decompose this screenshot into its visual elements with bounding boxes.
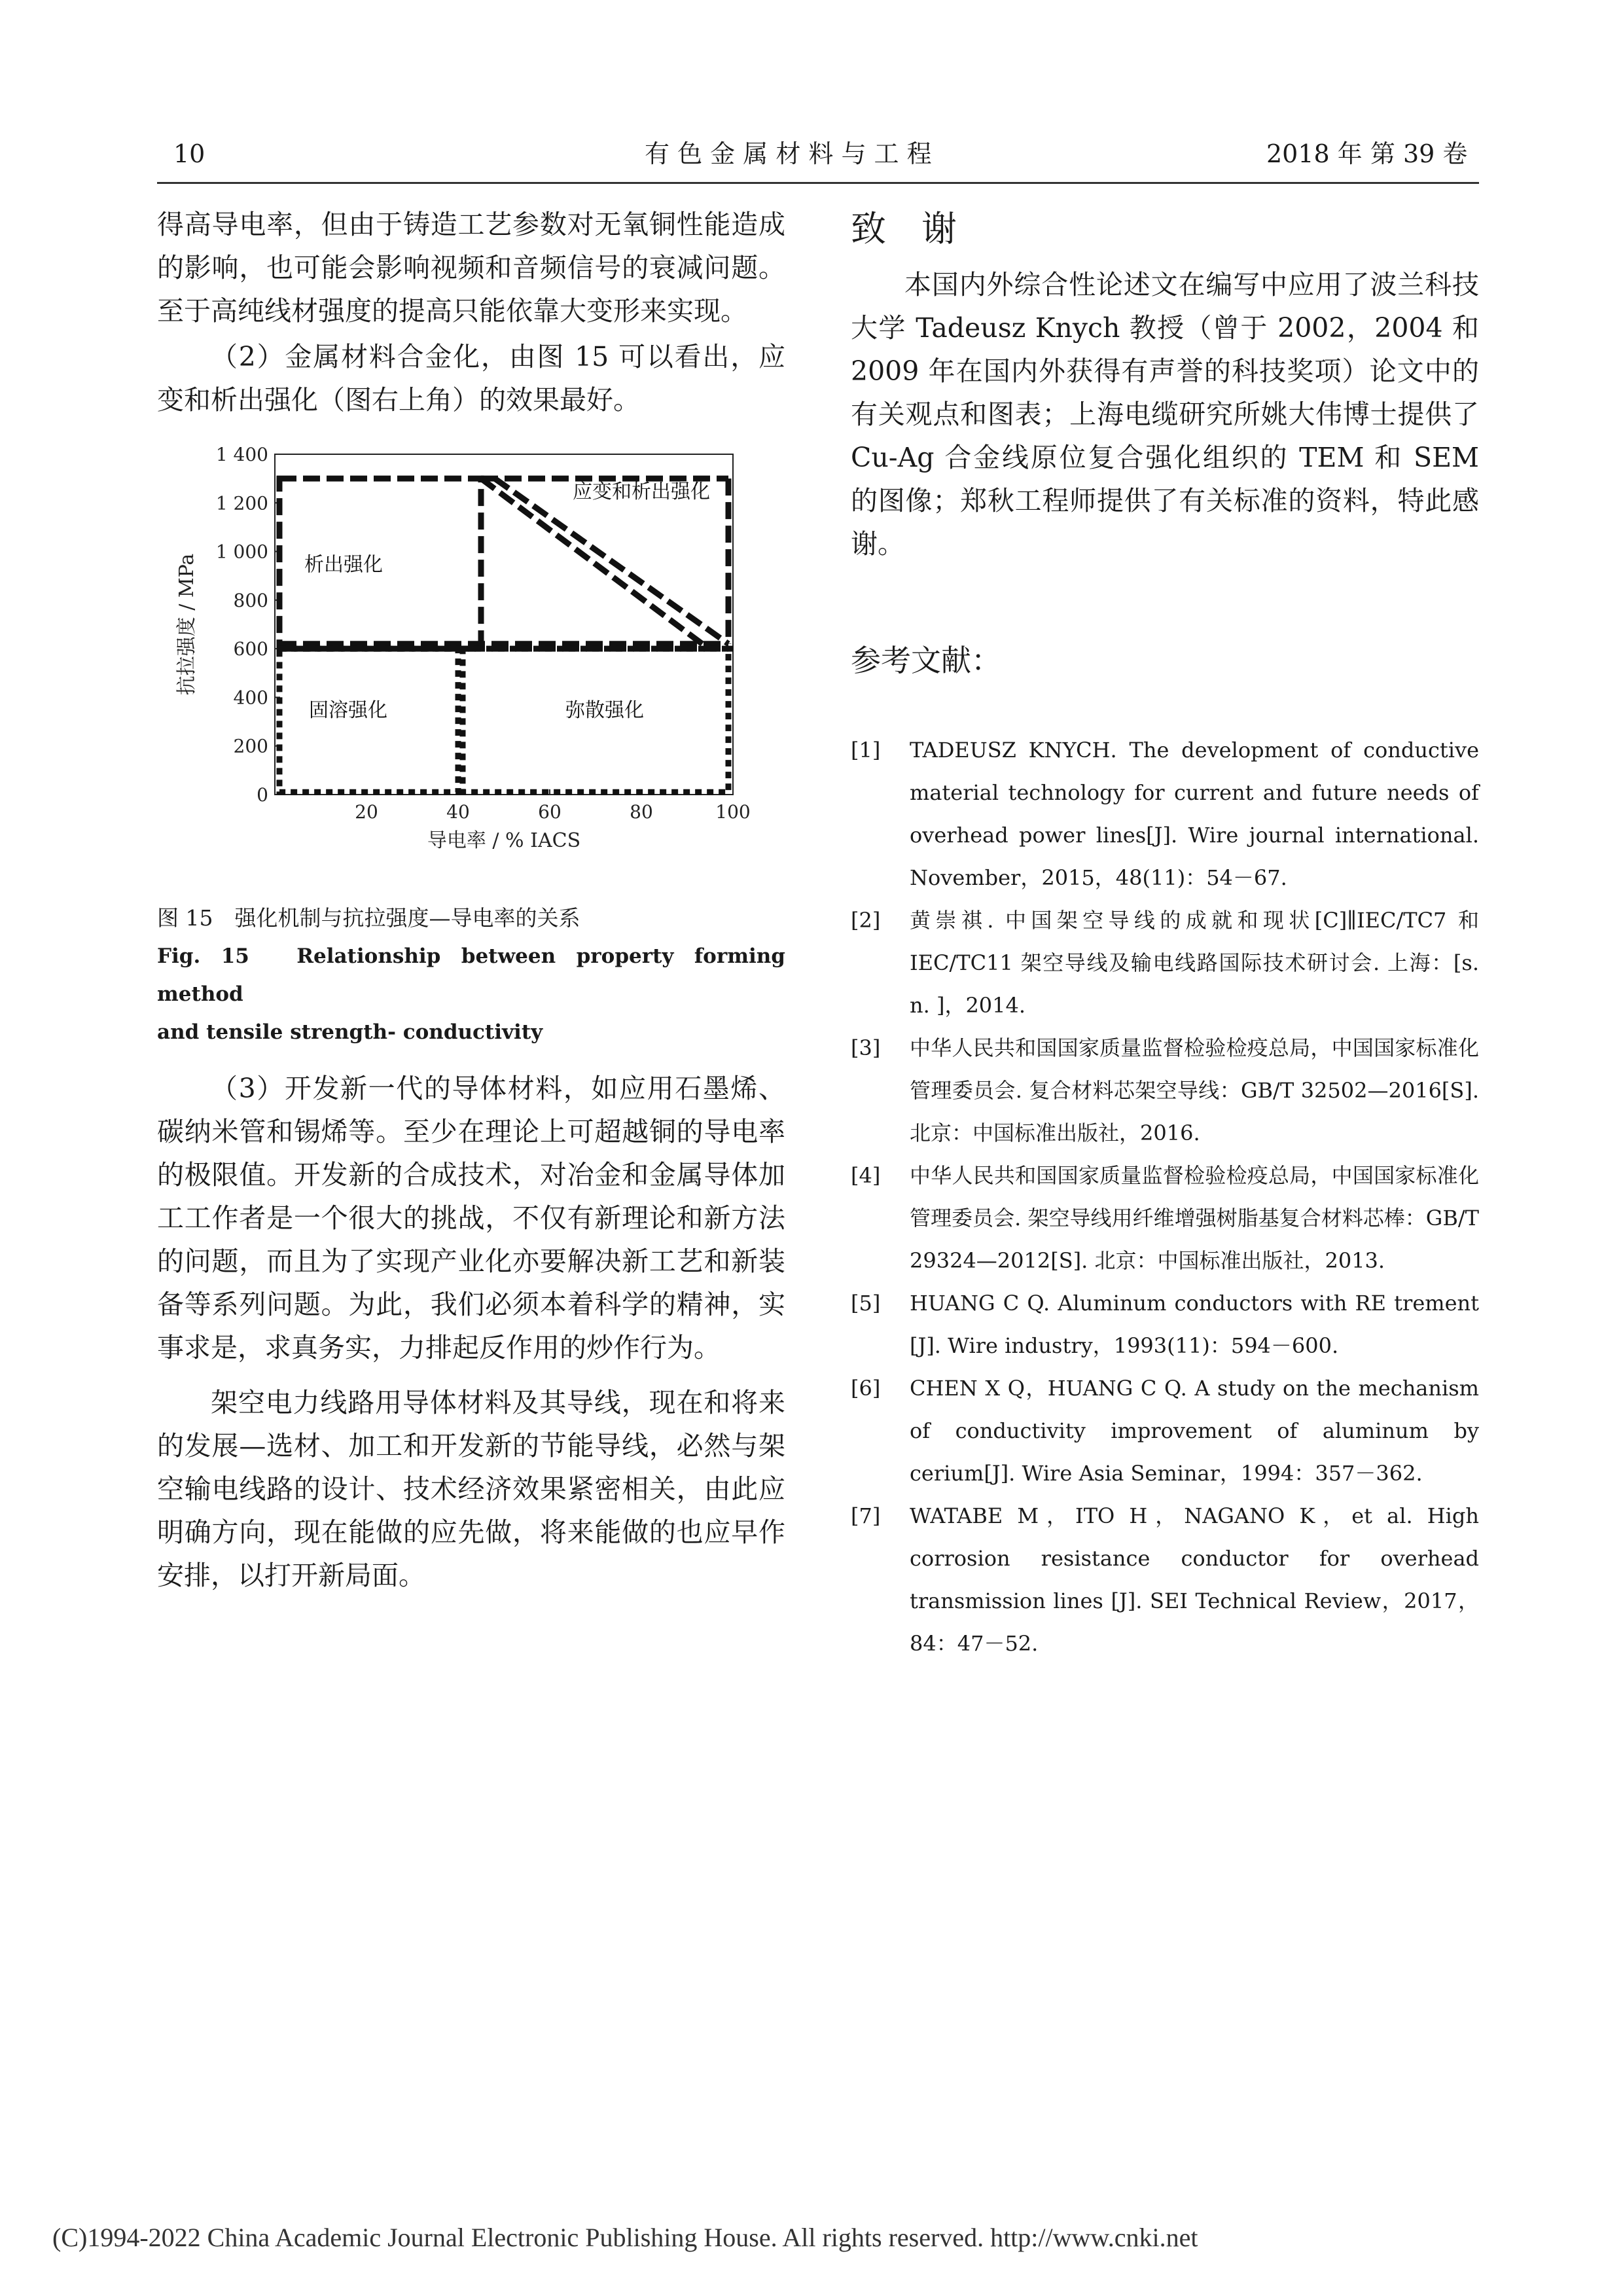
x-tick-label: 60 bbox=[538, 801, 562, 823]
strain-band-upper bbox=[495, 478, 728, 644]
references-title: 参考文献： bbox=[851, 643, 1001, 678]
reference-text: WATABE M，ITO H，NAGANO K，et al. High corrosion resistance conductor for overhead transmission lines [J]. SEI Technical Review，2017，84：47－52. bbox=[910, 1503, 1479, 1656]
page-number: 10 bbox=[173, 139, 205, 168]
reference-number: [2] bbox=[851, 908, 881, 933]
reference-number: [3] bbox=[851, 1035, 881, 1060]
paragraph-4: 架空电力线路用导体材料及其导线，现在和将来的发展—选材、加工和开发新的节能导线，必然与架空输电线路的设计、技术经济效果紧密相关，由此应明确方向，现在能做的应先做，将来能做的也应早作安排，以打开新局面。 bbox=[157, 1387, 785, 1591]
region-label: 固溶强化 bbox=[309, 699, 387, 723]
y-tick-label: 1 200 bbox=[215, 492, 268, 514]
y-tick-label: 800 bbox=[233, 589, 268, 611]
acknowledgement-title: 致 谢 bbox=[851, 208, 957, 249]
left-column bbox=[157, 203, 785, 1597]
x-tick-label: 80 bbox=[630, 801, 653, 823]
y-tick-label: 1 000 bbox=[215, 541, 268, 563]
figure-caption-cn: 图 15 强化机制与抗拉强度—导电率的关系 bbox=[157, 905, 580, 931]
paragraph-2: （2）金属材料合金化，由图 15 可以看出，应变和析出强化（图右上角）的效果最好。 bbox=[157, 341, 785, 416]
reference-text: TADEUSZ KNYCH. The development of conductive material technology for current and future needs of overhead power lines[J]. Wire journal international. November，2015，48(11)：54－67. bbox=[910, 738, 1479, 890]
paragraph-1: 得高导电率，但由于铸造工艺参数对无氧铜性能造成的影响，也可能会影响视频和音频信号的衰减问题。至于高纯线材强度的提高只能依靠大变形来实现。 bbox=[157, 209, 785, 327]
reference-number: [7] bbox=[851, 1503, 881, 1528]
reference-item bbox=[851, 1027, 1479, 1155]
strength-conductivity-chart bbox=[157, 441, 785, 886]
reference-number: [6] bbox=[851, 1376, 881, 1401]
reference-text: HUANG C Q. Aluminum conductors with RE trement [J]. Wire industry，1993(11)：594－600. bbox=[910, 1291, 1479, 1358]
copyright-footer: (C)1994-2022 China Academic Journal Electronic Publishing House. All rights reserved. http://www.cnki.net bbox=[52, 2223, 1198, 2252]
paragraph-3: （3）开发新一代的导体材料，如应用石墨烯、碳纳米管和锡烯等。至少在理论上可超越铜的导电率的极限值。开发新的合成技术，对冶金和金属导体加工工作者是一个很大的挑战，不仅有新理论和新方法的问题，而且为了实现产业化亦要解决新工艺和新装备等系列问题。为此，我们必须本着科学的精神，实事求是，求真务实，力排起反作用的炒作行为。 bbox=[157, 1073, 785, 1363]
reference-list bbox=[851, 729, 1479, 1665]
reference-item bbox=[851, 1282, 1479, 1367]
reference-number: [5] bbox=[851, 1291, 881, 1316]
reference-item bbox=[851, 729, 1479, 899]
reference-number: [4] bbox=[851, 1163, 881, 1188]
y-tick-label: 1 400 bbox=[215, 444, 268, 465]
x-tick-label: 20 bbox=[355, 801, 378, 823]
reference-number: [1] bbox=[851, 738, 881, 762]
reference-text: CHEN X Q，HUANG C Q. A study on the mechanism of conductivity improvement of aluminum by cerium[J]. Wire Asia Seminar，1994：357－362. bbox=[910, 1376, 1479, 1486]
issue-info: 2018 年 第 39 卷 bbox=[1266, 139, 1468, 168]
reference-text: 中华人民共和国国家质量监督检验检疫总局，中国国家标准化管理委员会. 架空导线用纤维增强树脂基复合材料芯棒：GB/T 29324—2012[S]. 北京：中国标准出版社，2013. bbox=[910, 1163, 1479, 1273]
right-column bbox=[851, 203, 1479, 1665]
reference-item bbox=[851, 1155, 1479, 1282]
reference-text: 黄崇祺. 中国架空导线的成就和现状[C]∥IEC/TC7 和 IEC/TC11 架空导线及输电线路国际技术研讨会. 上海：[s. n. ]，2014. bbox=[910, 908, 1479, 1018]
x-tick-label: 40 bbox=[446, 801, 470, 823]
figure-caption-en-2: and tensile strength- conductivity bbox=[157, 1020, 543, 1044]
acknowledgement-text: 本国内外综合性论述文在编写中应用了波兰科技大学 Tadeusz Knych 教授（曾于 2002，2004 和 2009 年在国内外获得有声誉的科技奖项）论文中的有关观点和图表；上海电缆研究所姚大伟博士提供了 Cu-Ag 合金线原位复合强化组织的 TEM 和 SEM 的图像；郑秋工程师提供了有关标准的资料，特此感谢。 bbox=[851, 269, 1479, 560]
y-tick-label: 0 bbox=[257, 784, 268, 806]
reference-item bbox=[851, 899, 1479, 1027]
reference-item bbox=[851, 1367, 1479, 1495]
x-tick-label: 100 bbox=[715, 801, 751, 823]
journal-title: 有 色 金 属 材 料 与 工 程 bbox=[645, 139, 932, 168]
x-axis-label: 导电率 / % IACS bbox=[427, 829, 581, 852]
y-tick-label: 200 bbox=[233, 735, 268, 757]
region-label: 弥散强化 bbox=[565, 699, 644, 723]
region-label: 析出强化 bbox=[304, 553, 383, 577]
y-tick-label: 400 bbox=[233, 687, 268, 709]
strain-band-lower bbox=[481, 478, 705, 646]
plot-frame bbox=[275, 454, 733, 795]
reference-text: 中华人民共和国国家质量监督检验检疫总局，中国国家标准化管理委员会. 复合材料芯架空导线：GB/T 32502—2016[S]. 北京：中国标准出版社，2016. bbox=[910, 1035, 1479, 1145]
region-label: 应变和析出强化 bbox=[573, 480, 710, 503]
header-rule bbox=[157, 182, 1479, 184]
figure-15 bbox=[157, 441, 785, 886]
y-tick-label: 600 bbox=[233, 638, 268, 660]
reference-item bbox=[851, 1495, 1479, 1665]
y-axis-label: 抗拉强度 / MPa bbox=[175, 553, 198, 696]
figure-caption-en-1: Fig. 15 Relationship between property forming method bbox=[157, 944, 785, 1006]
